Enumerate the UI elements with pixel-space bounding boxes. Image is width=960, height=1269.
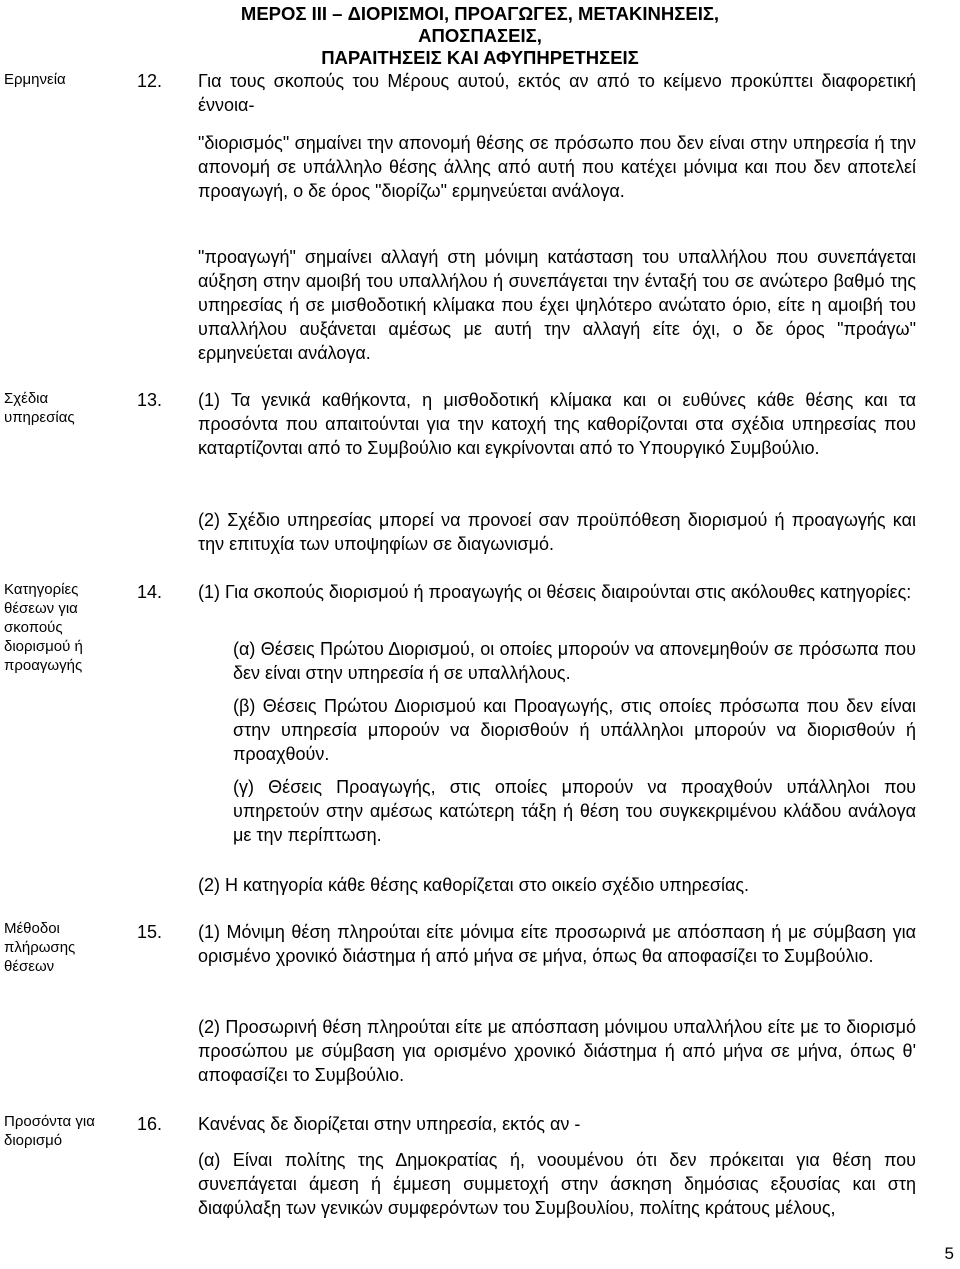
definition-appointment: "διορισμός" σημαίνει την απονομή θέσης σε πρόσωπο που δεν είναι στην υπηρεσία ή την απονομή σε υπάλληλο θέσης άλλης από αυτή που κατέχει μόνιμα και που δεν αποτελεί προαγωγή, ο δε όρος "διορίζω" ερμηνεύεται ανάλογα. <box>198 133 916 201</box>
section-14-item-b: (β) Θέσεις Πρώτου Διορισμού και Προαγωγής, στις οποίες πρόσωπα που δεν είναι στην υπηρεσία μπορούν να διορισθούν ή υπάλληλοι μπορούν να διορισθούν ή προαχθούν. <box>233 696 916 764</box>
page-number: 5 <box>944 1244 954 1263</box>
section-12-intro: Για τους σκοπούς του Μέρους αυτού, εκτός αν από το κείμενο προκύπτει διαφορετική έννοια- <box>198 71 916 115</box>
margin-note-qualifications: Προσόντα για διορισμό <box>4 1113 95 1149</box>
margin-note-interpretation: Ερμηνεία <box>4 71 66 88</box>
margin-note-filling-methods: Μέθοδοι πλήρωσης θέσεων <box>4 920 76 975</box>
section-13-paragraph-2: (2) Σχέδιο υπηρεσίας μπορεί να προνοεί σαν προϋπόθεση διορισμού ή προαγωγής και την επιτυχία των υποψηφίων σε διαγωνισμό. <box>198 510 916 554</box>
section-14-paragraph-1: (1) Για σκοπούς διορισμού ή προαγωγής οι θέσεις διαιρούνται στις ακόλουθες κατηγορίες: <box>198 582 912 602</box>
part-title-line-2: ΠΑΡΑΙΤΗΣΕΙΣ ΚΑΙ ΑΦΥΠΗΡΕΤΗΣΕΙΣ <box>321 47 639 68</box>
section-14-item-a: (α) Θέσεις Πρώτου Διορισμού, οι οποίες μπορούν να απονεμηθούν σε πρόσωπα που δεν είναι στην υπηρεσία ή σε υπαλλήλους. <box>233 639 916 683</box>
margin-note-service-plans: Σχέδια υπηρεσίας <box>4 390 75 426</box>
section-15-number: 15. <box>137 922 163 942</box>
section-16-intro: Κανένας δε διορίζεται στην υπηρεσία, εκτός αν - <box>198 1114 581 1134</box>
section-16-item-a: (α) Είναι πολίτης της Δημοκρατίας ή, νοουμένου ότι δεν πρόκειται για θέση που συνεπάγεται άμεση ή έμμεση συμμετοχή στην άσκηση δημόσιας εξουσίας και στη διαφύλαξη των γενικών συμφερόντων του Συμβουλίου, πολίτης κράτους μέλους, <box>198 1150 916 1218</box>
section-14-paragraph-2: (2) Η κατηγορία κάθε θέσης καθορίζεται στο οικείο σχέδιο υπηρεσίας. <box>198 875 750 895</box>
section-15-paragraph-1: (1) Μόνιμη θέση πληρούται είτε μόνιμα είτε προσωρινά με απόσπαση ή με σύμβαση για ορισμένο χρονικό διάστημα ή από μήνα σε μήνα, όπως θα αποφασίζει το Συμβούλιο. <box>198 922 916 966</box>
section-14-number: 14. <box>137 582 163 602</box>
margin-note-categories: Κατηγορίες θέσεων για σκοπούς διορισμού ή προαγωγής <box>4 581 83 674</box>
section-13-number: 13. <box>137 390 163 410</box>
part-title <box>180 3 780 69</box>
section-13-paragraph-1: (1) Τα γενικά καθήκοντα, η μισθοδοτική κλίμακα και οι ευθύνες κάθε θέσης και τα προσόντα που απαιτούνται για την κατοχή της καθορίζονται στα σχέδια υπηρεσίας που καταρτίζονται από το Συμβούλιο και εγκρίνονται από το Υπουργικό Συμβούλιο. <box>198 390 916 458</box>
section-15-paragraph-2: (2) Προσωρινή θέση πληρούται είτε με απόσπαση μόνιμου υπαλλήλου είτε με το διορισμό προσώπου με σύμβαση για ορισμένο χρονικό διάστημα ή από μήνα σε μήνα, όπως θ' αποφασίζει το Συμβούλιο. <box>198 1017 916 1085</box>
section-16-number: 16. <box>137 1114 163 1134</box>
section-12-number: 12. <box>137 71 163 91</box>
definition-promotion: "προαγωγή" σημαίνει αλλαγή στη μόνιμη κατάσταση του υπαλλήλου που συνεπάγεται αύξηση στην αμοιβή του υπαλλήλου ή συνεπάγεται την ένταξή του σε ανώτερο βαθμό της υπηρεσίας ή σε μισθοδοτική κλίμακα που έχει ψηλότερο ανώτατο όριο, είτε η αμοιβή του υπαλλήλου αυξάνεται αμέσως με αυτή την αλλαγή είτε όχι, ο δε όρος "προάγω" ερμηνεύεται ανάλογα. <box>198 247 916 363</box>
part-title-line-1: ΜΕΡΟΣ III – ΔΙΟΡΙΣΜΟΙ, ΠΡΟΑΓΩΓΕΣ, ΜΕΤΑΚΙΝΗΣΕΙΣ, ΑΠΟΣΠΑΣΕΙΣ, <box>240 3 720 46</box>
section-14-item-c: (γ) Θέσεις Προαγωγής, στις οποίες μπορούν να προαχθούν υπάλληλοι που υπηρετούν στην αμέσως κατώτερη τάξη ή θέση του συγκεκριμένου κλάδου ανάλογα με την περίπτωση. <box>233 777 916 845</box>
